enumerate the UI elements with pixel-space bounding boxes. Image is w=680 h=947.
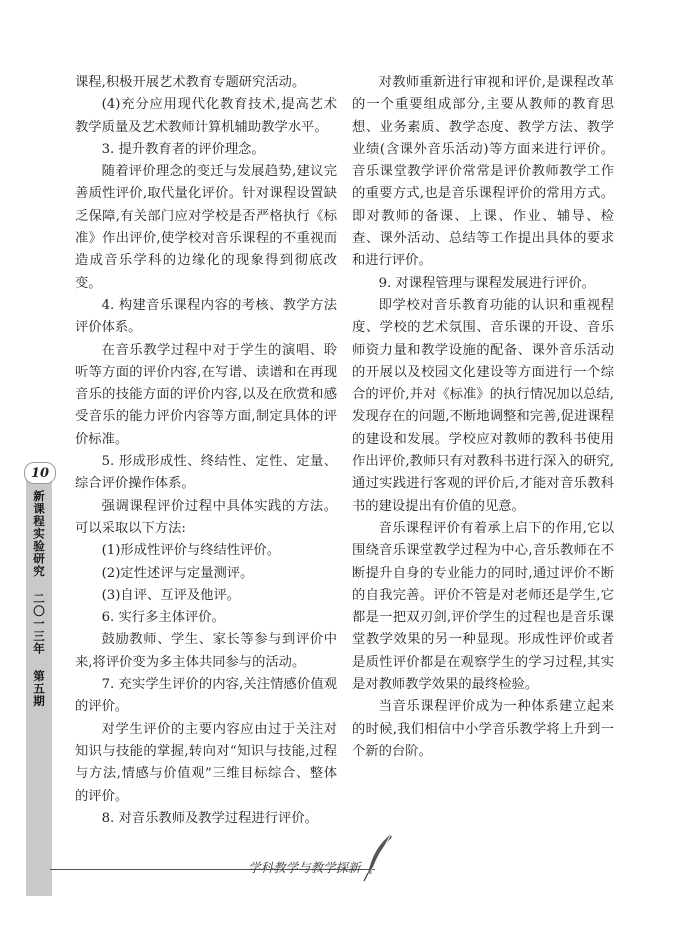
paragraph: 鼓励教师、学生、家长等参与到评价中来,将评价变为多主体共同参与的活动。: [75, 632, 337, 670]
heading-item: 8. 对音乐教师及教学过程进行评价。: [101, 810, 318, 826]
heading-item: 5. 形成形成性、终结性、定性、定量、综合评价操作体系。: [75, 454, 337, 492]
footer-title: 学科教学与教学探新: [248, 860, 361, 875]
journal-name-vertical: 新课程实验研究 二〇一三年 第五期: [32, 490, 46, 708]
paragraph: 随着评价理念的变迁与发展趋势,建议完善质性评价,取代量化评价。针对课程设置缺乏保障,有关部门应对学校是否严格执行《标准》作出评价,使学校对音乐课程的不重视而造成音乐学科的边缘化的现象得到彻底改变。: [75, 164, 337, 291]
heading-item: 3. 提升教育者的评价理念。: [101, 141, 265, 157]
list-item: (3)自评、互评及他评。: [101, 587, 241, 603]
paragraph: 课程,积极开展艺术教育专题研究活动。: [75, 75, 306, 90]
paragraph: 对学生评价的主要内容应由过于关注对知识与技能的掌握,转向对“知识与技能,过程与方法,情感与价值观”三维目标综合、整体的评价。: [75, 721, 337, 804]
right-column: [352, 72, 614, 763]
list-item: (2)定性述评与定量测评。: [101, 565, 254, 581]
feather-pen-icon: [362, 833, 396, 883]
paragraph: (4)充分应用现代化教育技术,提高艺术教学质量及艺术教师计算机辅助教学水平。: [75, 97, 337, 135]
paragraph: 强调课程评价过程中具体实践的方法。可以采取以下方法:: [75, 498, 337, 536]
paragraph: 在音乐教学过程中对于学生的演唱、聆听等方面的评价内容,在写谱、读谱和在再现音乐的技能方面的评价内容,以及在欣赏和感受音乐的能力评价内容等方面,制定具体的评价标准。: [75, 342, 337, 447]
paragraph: 对教师重新进行审视和评价,是课程改革的一个重要组成部分,主要从教师的教育思想、业务素质、教学态度、教学方法、教学业绩(含课外音乐活动)等方面来进行评价。音乐课堂教学评价常常是评价教师教学工作的重要方式,也是音乐课程评价的常用方式。即对教师的备课、上课、作业、辅导、检查、课外活动、总结等工作提出具体的要求和进行评价。: [352, 75, 614, 269]
paragraph: 即学校对音乐教育功能的认识和重视程度、学校的艺术氛围、音乐课的开设、音乐师资力量和教学设施的配备、课外音乐活动的开展以及校园文化建设等方面进行一个综合的评价,并对《标准》的执行情况加以总结,发现存在的问题,不断地调整和完善,促进课程的建设和发展。学校应对教师的教科书使用作出评价,教师只有对教科书进行深入的研究,通过实践进行客观的评价后,才能对音乐教科书的建设提出有价值的见意。: [352, 297, 614, 514]
heading-item: 9. 对课程管理与课程发展进行评价。: [378, 275, 595, 291]
heading-item: 6. 实行多主体评价。: [101, 610, 225, 626]
heading-item: 4. 构建音乐课程内容的考核、教学方法评价体系。: [75, 297, 337, 336]
heading-item: 7. 充实学生评价的内容,关注情感价值观的评价。: [75, 677, 337, 715]
left-column: [75, 72, 337, 830]
list-item: (1)形成性评价与终结性评价。: [101, 543, 280, 559]
paragraph: 音乐课程评价有着承上启下的作用,它以围绕音乐课堂教学过程为中心,音乐教师在不断提升自身的专业能力的同时,通过评价不断的自我完善。评价不管是对老师还是学生,它都是一把双刃剑,评价学生的过程也是音乐课堂教学效果的另一种显现。形成性评价或者是质性评价都是在观察学生的学习过程,其实是对教师教学效果的最终检验。: [352, 520, 614, 693]
paragraph: 当音乐课程评价成为一种体系建立起来的时候,我们相信中小学音乐教学将上升到一个新的台阶。: [352, 699, 614, 759]
page-number: 10: [24, 462, 56, 484]
